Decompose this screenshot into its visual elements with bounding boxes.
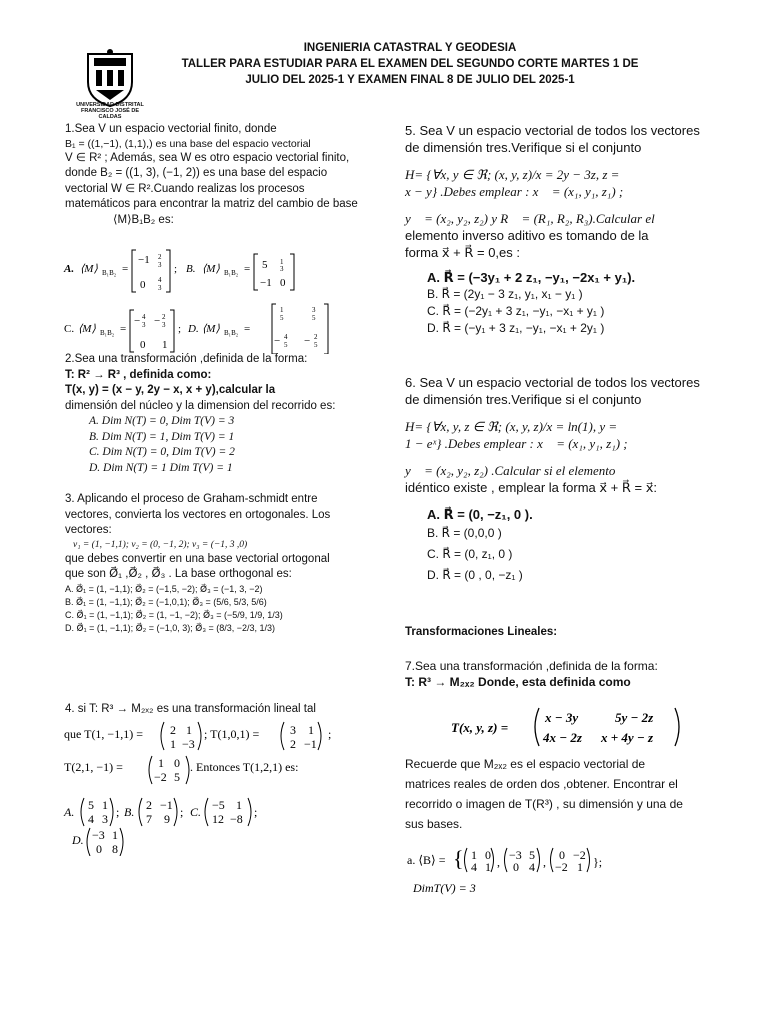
svg-text:C.: C. (190, 805, 202, 819)
svg-text:3: 3 (280, 265, 284, 273)
svg-text:3: 3 (162, 321, 166, 329)
svg-text:4: 4 (471, 860, 477, 874)
svg-text:0: 0 (140, 339, 146, 351)
svg-text:−5: −5 (212, 798, 225, 812)
university-crest-logo (82, 48, 138, 108)
svg-text:=: = (120, 323, 127, 335)
svg-text:5: 5 (314, 341, 318, 349)
svg-text:x + 4y − z: x + 4y − z (601, 730, 654, 745)
svg-text:1: 1 (112, 828, 118, 842)
svg-text:−2: −2 (555, 860, 568, 874)
svg-text:1: 1 (162, 339, 168, 351)
svg-text:,: , (543, 855, 546, 869)
svg-text:1: 1 (186, 723, 192, 737)
svg-text:1: 1 (158, 756, 164, 770)
svg-text:−: − (154, 315, 161, 327)
svg-text:A.: A. (64, 263, 75, 275)
q5-option-a[interactable]: A. R⃗ = (−3y₁ + 2 z₁, −y₁, −2x₁ + y₁). (427, 270, 636, 285)
question-4: 4. si T: R³ → M₂ₓ₂ es una transformación lineal tal (65, 703, 316, 715)
svg-text:5: 5 (280, 314, 284, 322)
svg-text:⟨M⟩: ⟨M⟩ (80, 263, 98, 275)
q6-option-d[interactable]: D. R⃗ = (0 , 0, −z₁ ) (427, 568, 523, 582)
svg-text:2: 2 (290, 737, 296, 751)
svg-text:−2: −2 (154, 770, 167, 784)
q6-option-c[interactable]: C. R⃗ = (0, z₁, 0 ) (427, 547, 513, 561)
header-line-1: INGENIERIA CATASTRAL Y GEODESIA (303, 42, 517, 54)
svg-text:T(2,1, −1) =: T(2,1, −1) = (64, 760, 123, 774)
svg-text:;: ; (174, 263, 178, 275)
svg-text:{: { (453, 846, 464, 871)
svg-text:0: 0 (559, 848, 565, 862)
svg-text:3: 3 (158, 261, 162, 269)
svg-text:5: 5 (88, 798, 94, 812)
question-4-matrices (62, 716, 366, 856)
svg-text:3: 3 (142, 321, 146, 329)
svg-text:C.: C. (64, 323, 75, 335)
svg-text:;: ; (178, 323, 182, 335)
question-3: 3. Aplicando el proceso de Graham-schmidt entre vectores, convierta los vectores en ortogonales. Los vectores: v₁ = (1, −1,1); v₂ = (0, −1, 2); v₃ = (−1, 3 ,0) que debes convertir en una base vectorial ortogonal que son Ø⃗₁ ,Ø⃗₂ , Ø⃗₃ . La base orthogonal es: A. Ø⃗₁ = (1, −1,1); Ø⃗₂ = (−1,5, −2); Ø⃗₃ = (−1, 3, −2) B. Ø⃗₁ = (1, −1,1); Ø⃗₂ = (−1,0,1); Ø⃗₃ = (5/6, 5/3, 5/6) C. Ø⃗₁ = (1, −1,1); Ø⃗₂ = (1, −1, −2); Ø⃗₃ = (−5/9, 1/9, 1/3) D. Ø⃗₁ = (1, −1,1); Ø⃗₂ = (−1,0, 3); Ø⃗₃ = (8/3, −2/3, 1/3) (65, 492, 363, 635)
svg-text:−3: −3 (182, 737, 195, 751)
svg-text:7: 7 (146, 812, 152, 826)
svg-text:5: 5 (312, 314, 316, 322)
svg-text:=: = (122, 263, 129, 275)
svg-text:2: 2 (170, 723, 176, 737)
svg-text:⟨M⟩: ⟨M⟩ (202, 323, 220, 335)
svg-text:1: 1 (308, 723, 314, 737)
svg-text:0: 0 (96, 842, 102, 856)
svg-text:3: 3 (158, 284, 162, 292)
svg-text:B.: B. (124, 805, 135, 819)
svg-text:5: 5 (174, 770, 180, 784)
svg-text:0: 0 (174, 756, 180, 770)
svg-text:12: 12 (212, 812, 224, 826)
q2-option-a[interactable]: A. Dim N(T) = 0, Dim T(V) = 3 (89, 415, 235, 427)
svg-text:5: 5 (529, 848, 535, 862)
svg-text:; T(1,0,1) =: ; T(1,0,1) = (204, 727, 260, 741)
svg-text:−: − (274, 335, 281, 347)
q7-answer-a[interactable] (405, 842, 705, 898)
svg-text:A.: A. (64, 805, 75, 819)
svg-text:−1: −1 (160, 798, 173, 812)
svg-text:−1: −1 (260, 277, 272, 289)
svg-text:B₁B₂: B₁B₂ (224, 329, 239, 337)
svg-text:3: 3 (290, 723, 296, 737)
svg-text:−: − (134, 315, 141, 327)
svg-text:2: 2 (162, 313, 166, 321)
svg-text:4: 4 (284, 333, 288, 341)
q2-option-b[interactable]: B. Dim N(T) = 1, Dim T(V) = 1 (89, 430, 235, 443)
svg-text:=: = (244, 323, 251, 335)
q5-option-b[interactable]: B. R⃗ = (2y₁ − 3 z₁, y₁, x₁ − y₁ ) (427, 287, 583, 301)
svg-text:9: 9 (164, 812, 170, 826)
svg-text:3: 3 (102, 812, 108, 826)
svg-text:4: 4 (529, 860, 535, 874)
svg-text:5y − 2z: 5y − 2z (615, 710, 654, 725)
svg-text:1: 1 (577, 860, 583, 874)
svg-text:1: 1 (280, 258, 284, 266)
question-2: 2.Sea una transformación ,definida de la forma: T: R² → R³ , definida como: T(x, y) = (x − y, 2y − x, x + y),calcular la dimensión del núcleo y la dimension del recorrido es: A. Dim N(T) = 0, Dim T(V) = 3 B. Dim N(T) = 1, Dim T(V) = 1 C. Dim N(T) = 0, Dim T(V) = 2 D. Dim N(T) = 1 Dim T(V) = 1 (65, 352, 363, 476)
svg-text:;: ; (254, 805, 258, 819)
svg-text:1: 1 (102, 798, 108, 812)
svg-text:;: ; (328, 727, 332, 741)
svg-text:−: − (304, 335, 311, 347)
svg-text:1: 1 (236, 798, 242, 812)
logo-caption: UNIVERSIDAD DISTRITAL FRANCISCO JOSÉ DE CALDAS (76, 102, 144, 120)
q3-option-d[interactable]: D. Ø⃗₁ = (1, −1,1); Ø⃗₂ = (−1,0, 3); Ø⃗₃ = (8/3, −2/3, 1/3) (65, 622, 276, 633)
svg-text:1: 1 (280, 306, 284, 314)
svg-text:2: 2 (314, 333, 318, 341)
svg-text:a. ⟨B⟩ =: a. ⟨B⟩ = (407, 853, 446, 867)
svg-text:B₁B₂: B₁B₂ (224, 269, 239, 277)
svg-text:0: 0 (280, 277, 286, 289)
svg-text:0: 0 (513, 860, 519, 874)
svg-text:D.: D. (72, 833, 84, 847)
svg-text:4x − 2z: 4x − 2z (543, 730, 582, 745)
svg-text:−1: −1 (304, 737, 317, 751)
q3-option-b[interactable]: B. Ø⃗₁ = (1, −1,1); Ø⃗₂ = (−1,0,1); Ø⃗₃ = (5/6, 5/3, 5/6) (65, 596, 267, 607)
svg-text:0: 0 (485, 848, 491, 862)
svg-text:T(x, y, z) =: T(x, y, z) = (451, 720, 509, 735)
svg-text:1: 1 (170, 737, 176, 751)
svg-text:. Entonces T(1,2,1) es:: . Entonces T(1,2,1) es: (190, 760, 299, 774)
svg-text:−2: −2 (573, 848, 586, 862)
question-7-text: Recuerde que M₂ₓ₂ es el espacio vectorial de matrices reales de orden dos ,obtener. Encontrar el recorrido o imagen de T(R³) , su dimensión y una de sus bases. (405, 757, 683, 831)
header-line-3: JULIO DEL 2025-1 Y EXAMEN FINAL 8 DE JULIO DEL 2025-1 (245, 74, 575, 86)
q2-option-c[interactable]: C. Dim N(T) = 0, Dim T(V) = 2 (89, 446, 235, 458)
svg-text:⟨M⟩: ⟨M⟩ (78, 323, 96, 335)
question-1: 1.Sea V un espacio vectorial finito, donde B₁ = ((1,−1), (1,1),) es una base del espacio vectorial V ∈ R² ; Además, sea W es otro espacio vectorial finito, donde B₂ = ((1, 3), (−1, 2)) es una base del espacio vectorial W ∈ R².Cuando realizas los procesos matemáticos para encontrar la matriz del cambio de base ⟨M⟩B₁B₂ es: (65, 123, 358, 226)
svg-text:B.: B. (186, 263, 196, 275)
svg-text:⟨M⟩: ⟨M⟩ (202, 263, 220, 275)
q3-option-c[interactable]: C. Ø⃗₁ = (1, −1,1); Ø⃗₂ = (1, −1, −2); Ø⃗₃ = (−5/9, 1/9, 1/3) (65, 609, 283, 620)
question-7: 7.Sea una transformación ,definida de la forma: T: R³ → M₂ₓ₂ Donde, esta definida como (405, 659, 658, 689)
question-6: 6. Sea V un espacio vectorial de todos los vectores de dimensión tres.Verifique si el conjunto H= {∀x, y, z ∈ ℜ; (x, y, z)/x = ln(1), y = 1 − eˣ} .Debes emplear : x⃗ = (x₁, y₁, z₁) ; y⃗ = (x₂, y₂, z₂) .Calcular si el elemento idéntico existe , emplear la forma x⃗ + R⃗ = x⃗: A. R⃗ = (0, −z₁, 0 ). B. R⃗ = (0,0,0 ) C. R⃗ = (0, z₁, 0 ) D. R⃗ = (0 , 0, −z₁ ) (405, 374, 705, 586)
svg-text:D.: D. (188, 323, 199, 335)
svg-text:4: 4 (88, 812, 94, 826)
q2-option-d[interactable]: D. Dim N(T) = 1 Dim T(V) = 1 (89, 461, 233, 474)
q5-option-d[interactable]: D. R⃗ = (−y₁ + 3 z₁, −y₁, −x₁ + 2y₁ ) (427, 321, 605, 335)
svg-text:B₁B₂: B₁B₂ (102, 269, 117, 277)
svg-text:3: 3 (312, 306, 316, 314)
svg-text:;: ; (180, 805, 184, 819)
svg-text:1: 1 (471, 848, 477, 862)
svg-text:5: 5 (284, 341, 288, 349)
svg-text:,: , (497, 855, 500, 869)
svg-text:;: ; (116, 805, 120, 819)
section-heading: Transformaciones Lineales: (405, 626, 558, 638)
svg-text:−3: −3 (509, 848, 522, 862)
svg-text:};: }; (593, 855, 603, 869)
svg-text:=: = (244, 263, 251, 275)
svg-text:−8: −8 (230, 812, 243, 826)
svg-text:0: 0 (140, 279, 146, 291)
svg-text:5: 5 (262, 259, 268, 271)
q5-option-c[interactable]: C. R⃗ = (−2y₁ + 3 z₁, −y₁, −x₁ + y₁ ) (427, 304, 605, 318)
header-line-2: TALLER PARA ESTUDIAR PARA EL EXAMEN DEL SEGUNDO CORTE MARTES 1 DE (181, 58, 639, 70)
svg-text:DimT(V) = 3: DimT(V) = 3 (413, 881, 476, 895)
svg-text:4: 4 (158, 276, 162, 284)
svg-text:2: 2 (146, 798, 152, 812)
svg-text:4: 4 (142, 313, 146, 321)
q6-option-b[interactable]: B. R⃗ = (0,0,0 ) (427, 526, 502, 540)
svg-text:x − 3y: x − 3y (545, 710, 579, 725)
q7-definition-matrix (405, 704, 705, 750)
svg-text:2: 2 (158, 253, 162, 261)
svg-text:8: 8 (112, 842, 118, 856)
q3-option-a[interactable]: A. Ø⃗₁ = (1, −1,1); Ø⃗₂ = (−1,5, −2); Ø⃗₃ = (−1, 3, −2) (65, 583, 263, 594)
svg-text:−3: −3 (92, 828, 105, 842)
svg-text:que T(1, −1,1) =: que T(1, −1,1) = (64, 727, 143, 741)
svg-text:−1: −1 (138, 254, 150, 266)
q6-option-a[interactable]: A. R⃗ = (0, −z₁, 0 ). (427, 507, 533, 522)
question-5: 5. Sea V un espacio vectorial de todos los vectores de dimensión tres.Verifique si el conjunto H= {∀x, y ∈ ℜ; (x, y, z)/x = 2y − 3z, z = x − y} .Debes emplear : x⃗ = (x₁, y₁, z₁) ; y⃗ = (x₂, y₂, z₂) y R⃗ = (R₁, R₂, R₃).Calcular el elemento inverso aditivo es tomando de la forma x⃗ + R⃗ = 0,es : A. R⃗ = (−3y₁ + 2 z₁, −y₁, −2x₁ + y₁). B. R⃗ = (2y₁ − 3 z₁, y₁, x₁ − y₁ ) C. R⃗ = (−2y₁ + 3 z₁, −y₁, −x₁ + y₁ ) D. R⃗ = (−y₁ + 3 z₁, −y₁, −x₁ + 2y₁ ) (405, 122, 705, 337)
svg-text:B₁B₂: B₁B₂ (100, 329, 115, 337)
question-1-options (62, 244, 362, 354)
svg-text:1: 1 (485, 860, 491, 874)
